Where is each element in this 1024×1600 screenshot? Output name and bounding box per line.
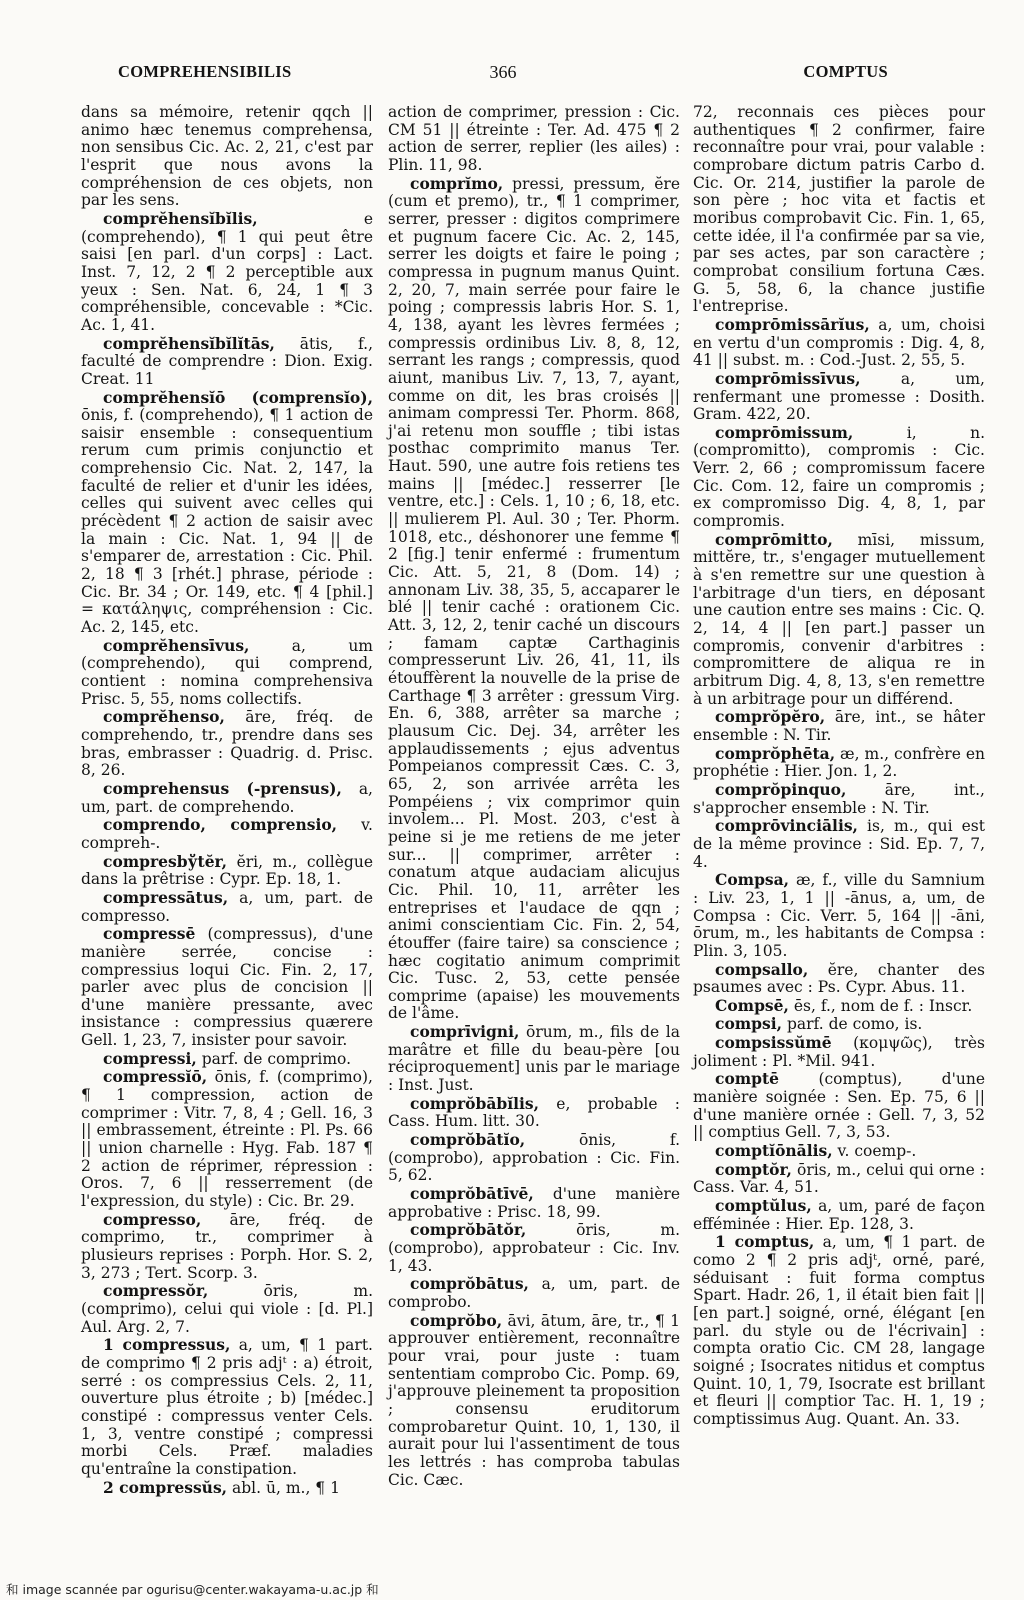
- entry-headword: compressŏr,: [103, 1281, 209, 1301]
- scan-credit-text: 和 image scannée par ogurisu@center.wakayama-u.ac.jp 和: [6, 1582, 379, 1597]
- dictionary-entry: [693, 104, 985, 316]
- entry-definition: pressi, pressum, ĕre (cum et premo), tr., ¶ 1 comprimer, serrer, presser : digitos comprimere et pugnum facere Cic. Ac. 2, 145, serrer les doigts et faire le poing ; compressa in pugnum manus Quint. 2, 20, 7, main serrée pour faire le poing ; compressis labris Hor. S. 1, 4, 138, ayant les lèvres fermées ; compressis ordinibus Liv. 8, 8, 12, serrant les rangs ; compressis, quod aiunt, manibus Liv. 7, 13, 7, ayant, comme on dit, les bras croisés || animam compressi Ter. Phorm. 868, j'ai retenu mon souffle ; tibi istas posthac comprimito manus Ter. Haut. 590, une autre fois retiens tes mains || [médec.] resserrer [le ventre, etc.] : Cels. 1, 10 ; 6, 18, etc. || mulierem Pl. Aul. 30 ; Ter. Phorm. 1018, etc., déshonorer une femme ¶ 2 [fig.] tenir enfermé : frumentum Cic. Att. 5, 21, 8 (Dom. 14) ; annonam Liv. 38, 35, 5, accaparer le blé || tenir caché : orationem Cic. Att. 3, 12, 2, tenir caché un discours ; famam captæ Carthaginis compresserunt Liv. 26, 41, 11, ils étouffèrent la nouvelle de la prise de Carthage ¶ 3 arrêter : gressum Virg. En. 6, 388, arrêter sa marche ; plausum Cic. Dej. 34, arrêter les applaudissements ; ejus adventus Pompeianos compressit Cæs. C. 3, 65, 2, son arrivée arrêta les Pompéiens ; vix comprimor quin involem... Pl. Most. 203, c'est à peine si je me retiens de me jeter sur... || comprimer, arrêter : conatum atque audaciam alicujus Cic. Phil. 10, 11, arrêter les entreprises et l'audace de qqn ; animi conscientiam Cic. Fin. 2, 54, étouffer (faire taire) sa conscience ; hæc cogitatio animum comprimit Cic. Tusc. 2, 53, cette pensée comprime (apaise) les mouvements de l'âme.: [388, 174, 680, 1023]
- dictionary-column-3: [693, 104, 985, 1429]
- entry-definition: e, probable : Cass. Hum. litt. 30.: [388, 1094, 680, 1131]
- entry-definition: is, m., qui est de la même province : Sid. Ep. 7, 7, 4.: [693, 817, 985, 871]
- entry-definition: a, um (comprehendo), qui comprend, contient : nomina comprehensiva Prisc. 5, 55, noms collectifs.: [81, 636, 373, 708]
- entry-definition: (compressus), d'une manière serrée, concise : compressius loqui Cic. Fin. 2, 17, parler avec plus de concision || d'une manière pressante, avec insistance : compressius quærere Gell. 1, 23, 7, insister pour savoir.: [81, 925, 373, 1050]
- dictionary-entry: [693, 1070, 985, 1142]
- entry-headword: comprīvigni,: [410, 1022, 520, 1042]
- dictionary-entry: [388, 1185, 680, 1221]
- entry-definition: (comptus), d'une manière soignée : Sen. Ep. 75, 6 || d'une manière ornée : Gell. 7, 3, 52 || comptius Gell. 7, 3, 53.: [693, 1070, 985, 1142]
- dictionary-entry: [81, 889, 373, 925]
- dictionary-entry: [388, 1312, 680, 1490]
- entry-definition: āre, fréq. de comprimo, tr., comprimer à plusieurs reprises : Porph. Hor. S. 2, 3, 273 ; Tert. Scorp. 3.: [81, 1210, 373, 1282]
- entry-headword: comprĕhensĭō (comprensĭo),: [103, 387, 373, 407]
- entry-headword: comprŏbātus,: [410, 1274, 529, 1294]
- entry-headword: Compsa,: [715, 870, 790, 890]
- entry-headword: comprĕhensīvus,: [103, 635, 250, 655]
- dictionary-entry: [81, 1211, 373, 1283]
- dictionary-entry: [693, 1034, 985, 1070]
- entry-headword: compresbўtĕr,: [103, 851, 227, 871]
- entry-definition: parf. de como, is.: [782, 1015, 923, 1034]
- dictionary-entry: [81, 389, 373, 637]
- dictionary-entry: [388, 1023, 680, 1095]
- running-head-right: COMPTUS: [803, 62, 888, 81]
- entry-headword: compressātus,: [103, 887, 229, 907]
- entry-headword: comprĕhensĭbĭlĭtās,: [103, 333, 275, 353]
- entry-definition: v. compreh-.: [81, 816, 373, 852]
- entry-headword: comprōmitto,: [715, 529, 833, 549]
- entry-headword: comprŏpĕro,: [715, 707, 826, 727]
- dictionary-entry: [81, 210, 373, 335]
- entry-definition: d'une manière approbative : Prisc. 18, 99.: [388, 1185, 680, 1221]
- entry-definition: a, um, ¶ 1 part. de como 2 ¶ 2 pris adjᵗ, orné, paré, séduisant : fuit forma comptus Spart. Hadr. 26, 1, il était bien fait || [en part.] soigné, orné, élégant [en parl. du style ou de l'écrivain] : compta oratio Cic. CM 28, langage soigné ; Isocrates nitidus et comptus Quint. 10, 1, 79, Isocrate est brillant et fleuri || comptior Tac. H. 1, 19 ; comptissimus Aug. Quant. An. 33.: [693, 1233, 985, 1428]
- entry-definition: ōrum, m., fils de la marâtre et fille du beau-père [ou réciproquement] unis par le mariage : Inst. Just.: [388, 1023, 680, 1095]
- entry-definition: a, um, part. de compresso.: [81, 888, 373, 925]
- dictionary-entry: [81, 853, 373, 889]
- entry-definition: ĕre, chanter des psaumes avec : Ps. Cypr. Abus. 11.: [693, 960, 985, 997]
- entry-headword: compsissŭmē: [715, 1033, 832, 1053]
- entry-definition: æ, m., confrère en prophétie : Hier. Jon. 1, 2.: [693, 744, 985, 781]
- dictionary-entry: [693, 1142, 985, 1161]
- entry-headword: comprŏbātĭo,: [410, 1130, 526, 1150]
- dictionary-entry: [693, 1161, 985, 1197]
- entry-definition: āvi, ātum, āre, tr., ¶ 1 approuver entièrement, reconnaître pour vrai, pour juste : tuam sententiam comprobo Cic. Pomp. 69, j'approuve pleinement ta proposition ; consensu eruditorum comprobaretur Quint. 10, 1, 130, il aurait pour lui l'assentiment de tous les lettrés : has comproba tabulas Cic. Cæc.: [388, 1311, 680, 1489]
- entry-headword: comprehensus (-prensus),: [103, 778, 342, 798]
- entry-headword: compsallo,: [715, 959, 809, 979]
- page-header: [118, 62, 888, 90]
- dictionary-entry: [693, 781, 985, 817]
- entry-headword: comprĕhensĭbĭlis,: [103, 208, 258, 228]
- entry-headword: comptĭōnālis,: [715, 1141, 833, 1161]
- dictionary-entry: [81, 1282, 373, 1336]
- dictionary-entry: [388, 175, 680, 1024]
- entry-definition: a, um, choisi en vertu d'un compromis : Dig. 4, 8, 41 || subst. m. : Cod.-Just. 2, 55, 5.: [693, 315, 985, 370]
- entry-headword: comprōmissīvus,: [715, 368, 861, 388]
- entry-definition: dans sa mémoire, retenir qqch || animo hæc tenemus comprehensa, non sensibus Cic. Ac. 2, 21, c'est par l'esprit que nous avons la compréhension de ces objets, non par les sens.: [81, 103, 373, 210]
- entry-definition: e (comprehendo), ¶ 1 qui peut être saisi [en parl. d'un corps] : Lact. Inst. 7, 12, 2 ¶ 2 perceptible aux yeux : Sen. Nat. 6, 24, 1 ¶ 3 compréhensible, concevable : *Cic. Ac. 1, 41.: [81, 209, 373, 334]
- scan-credit-footer: [6, 1580, 1016, 1598]
- entry-definition: āre, int., se hâter ensemble : N. Tir.: [693, 708, 985, 744]
- entry-definition: ōris, m. (comprobo), approbateur : Cic. Inv. 1, 43.: [388, 1221, 680, 1275]
- entry-headword: comptē: [715, 1069, 780, 1089]
- entry-definition: (κομψῶς), très joliment : Pl. *Mil. 941.: [693, 1034, 985, 1070]
- dictionary-column-2: [388, 104, 680, 1489]
- entry-headword: comprōvinciālis,: [715, 816, 858, 836]
- dictionary-entry: [693, 961, 985, 997]
- page-number: 366: [489, 62, 517, 82]
- entry-definition: abl. ū, m., ¶ 1: [227, 1478, 340, 1497]
- entry-headword: comprŏbātŏr,: [410, 1220, 527, 1240]
- entry-definition: a, um, paré de façon efféminée : Hier. Ep. 128, 3.: [693, 1197, 985, 1233]
- dictionary-entry: [693, 871, 985, 960]
- dictionary-entry: [81, 1479, 373, 1498]
- entry-definition: ēs, f., nom de f. : Inscr.: [788, 996, 973, 1015]
- dictionary-entry: [81, 816, 373, 852]
- entry-headword: 1 comptus,: [715, 1232, 815, 1252]
- entry-definition: a, um, part. de comprehendo.: [81, 779, 373, 816]
- entry-headword: comprŏphēta,: [715, 743, 836, 763]
- entry-definition: āre, fréq. de comprehendo, tr., prendre dans ses bras, embrasser : Quadrig. d. Prisc. 8, 26.: [81, 708, 373, 780]
- entry-definition: ōnis, f. (comprehendo), ¶ 1 action de saisir ensemble : consequentium rerum cum primis conjunctio et comprehensio Cic. Nat. 2, 147, la faculté de relier et d'unir les idées, celles qui suivent avec celles qui précèdent ¶ 2 action de saisir avec la main : Cic. Nat. 1, 94 || de s'emparer de, arrestation : Cic. Phil. 2, 18 ¶ 3 [rhét.] phrase, période : Cic. Br. 34 ; Or. 149, etc. ¶ 4 [phil.] = κατάληψις, compréhension : Cic. Ac. 2, 145, etc.: [81, 406, 373, 637]
- entry-headword: compressē: [103, 924, 196, 944]
- dictionary-entry: [693, 316, 985, 370]
- entry-headword: compressi,: [103, 1048, 197, 1068]
- entry-headword: comptŏr,: [715, 1159, 792, 1179]
- entry-headword: comprōmissum,: [715, 422, 854, 442]
- dictionary-entry: [388, 1095, 680, 1131]
- entry-headword: 2 compressŭs,: [103, 1477, 228, 1497]
- entry-definition: ātis, f., faculté de comprendre : Dion. Exig. Creat. 11: [81, 334, 373, 388]
- entry-headword: Compsē,: [715, 995, 789, 1015]
- running-head-left: COMPREHENSIBILIS: [118, 62, 292, 81]
- entry-definition: æ, f., ville du Samnium : Liv. 23, 1, 1 || -ānus, a, um, de Compsa : Cic. Verr. 5, 164 || -āni, ōrum, m., les habitants de Compsa : Plin. 3, 105.: [693, 871, 985, 960]
- dictionary-entry: [693, 1233, 985, 1428]
- entry-headword: comprĭmo,: [410, 173, 504, 193]
- entry-definition: a, um, ¶ 1 part. de comprimo ¶ 2 pris adjᵗ : a) étroit, serré : os compressius Cels. 2, 11, ouverture plus étroite ; b) [médec.] constipé : compressus venter Cels. 1, 3, ventre constipé ; compressi morbi Cels. Præf. maladies qu'entraîne la constipation.: [81, 1336, 373, 1478]
- entry-definition: ōris, m., celui qui orne : Cass. Var. 4, 51.: [693, 1160, 985, 1197]
- entry-definition: a, um, renfermant une promesse : Dosith. Gram. 422, 20.: [693, 369, 985, 424]
- dictionary-entry: [693, 1015, 985, 1034]
- dictionary-column-1: [81, 104, 373, 1497]
- dictionary-entry: [693, 997, 985, 1016]
- entry-headword: compsi,: [715, 1014, 783, 1034]
- entry-definition: mīsi, missum, mittĕre, tr., s'engager mutuellement à s'en remettre sur une question à l'arbitrage d'un tiers, en déposant une caution entre ses mains : Cic. Q. 2, 14, 4 || [en part.] passer un compromis, convenir d'arbitres : compromittere de aliqua re in arbitrum Dig. 4, 8, 13, s'en remettre à un arbitrage pour un différend.: [693, 530, 985, 708]
- entry-definition: i, n. (compromitto), compromis : Cic. Verr. 2, 66 ; compromissum facere Cic. Com. 12, faire un compromis ; ex compromisso Dig. 4, 8, 1, par compromis.: [693, 423, 985, 531]
- dictionary-entry: [81, 637, 373, 709]
- entry-headword: 1 compressus,: [103, 1335, 231, 1355]
- dictionary-entry: [81, 708, 373, 780]
- dictionary-entry: [388, 1275, 680, 1311]
- dictionary-entry: [81, 335, 373, 389]
- entry-definition: āre, int., s'approcher ensemble : N. Tir.: [693, 780, 985, 817]
- dictionary-entry: [81, 1050, 373, 1069]
- dictionary-entry: [388, 1221, 680, 1275]
- entry-headword: compresso,: [103, 1209, 202, 1229]
- dictionary-entry: [81, 780, 373, 816]
- dictionary-entry: [81, 925, 373, 1050]
- entry-headword: comprōmissārĭus,: [715, 314, 870, 334]
- entry-headword: comprŏbātīvē,: [410, 1184, 534, 1204]
- dictionary-entry: [693, 745, 985, 781]
- entry-definition: parf. de comprimo.: [196, 1049, 352, 1068]
- dictionary-entry: [388, 1131, 680, 1185]
- entry-definition: 72, reconnais ces pièces pour authentiques ¶ 2 confirmer, faire reconnaître pour vrai, pour valable : comprobare dictum patris Carbo d. Cic. Or. 214, justifier la parole de son père ; hoc vita et factis et moribus comprobavit Cic. Fin. 1, 65, cette idée, il l'a confirmée par sa vie, par ses actes, par son caractère ; comprobat consilium fortuna Cæs. G. 5, 58, 6, la chance justifie l'entreprise.: [693, 103, 985, 316]
- dictionary-entry: [81, 1336, 373, 1478]
- entry-definition: ōnis, f. (comprimo), ¶ 1 compression, action de comprimer : Vitr. 7, 8, 4 ; Gell. 16, 3 || embrassement, étreinte : Pl. Ps. 66 || union charnelle : Hyg. Fab. 187 ¶ 2 action de réprimer, répression : Oros. 7, 6 || resserrement (de l'expression, du style) : Cic. Br. 29.: [81, 1068, 373, 1211]
- entry-headword: comprĕhenso,: [103, 707, 225, 727]
- entry-definition: ĕri, m., collègue dans la prêtrise : Cypr. Ep. 18, 1.: [81, 852, 373, 889]
- dictionary-entry: [693, 817, 985, 871]
- dictionary-entry: [693, 1197, 985, 1233]
- entry-headword: comprŏbo,: [410, 1310, 503, 1330]
- dictionary-entry: [693, 424, 985, 531]
- entry-headword: comptŭlus,: [715, 1196, 812, 1216]
- entry-headword: comprendo, comprensio,: [103, 815, 338, 835]
- dictionary-entry: [81, 1068, 373, 1210]
- dictionary-entry: [81, 104, 373, 210]
- entry-definition: ōris, m. (comprimo), celui qui viole : [d. Pl.] Aul. Arg. 2, 7.: [81, 1282, 373, 1336]
- entry-headword: compressĭō,: [103, 1067, 208, 1087]
- entry-definition: action de comprimer, pression : Cic. CM 51 || étreinte : Ter. Ad. 475 ¶ 2 action de serrer, replier (les ailes) : Plin. 11, 98.: [388, 103, 680, 174]
- dictionary-entry: [693, 531, 985, 709]
- entry-definition: v. coemp-.: [832, 1142, 917, 1161]
- entry-headword: comprŏpinquo,: [715, 779, 847, 799]
- entry-definition: ōnis, f. (comprobo), approbation : Cic. Fin. 5, 62.: [388, 1131, 680, 1185]
- entry-definition: a, um, part. de comprobo.: [388, 1275, 680, 1311]
- dictionary-entry: [693, 708, 985, 744]
- dictionary-entry: [388, 104, 680, 175]
- dictionary-entry: [693, 370, 985, 424]
- entry-headword: comprŏbābĭlis,: [410, 1093, 540, 1113]
